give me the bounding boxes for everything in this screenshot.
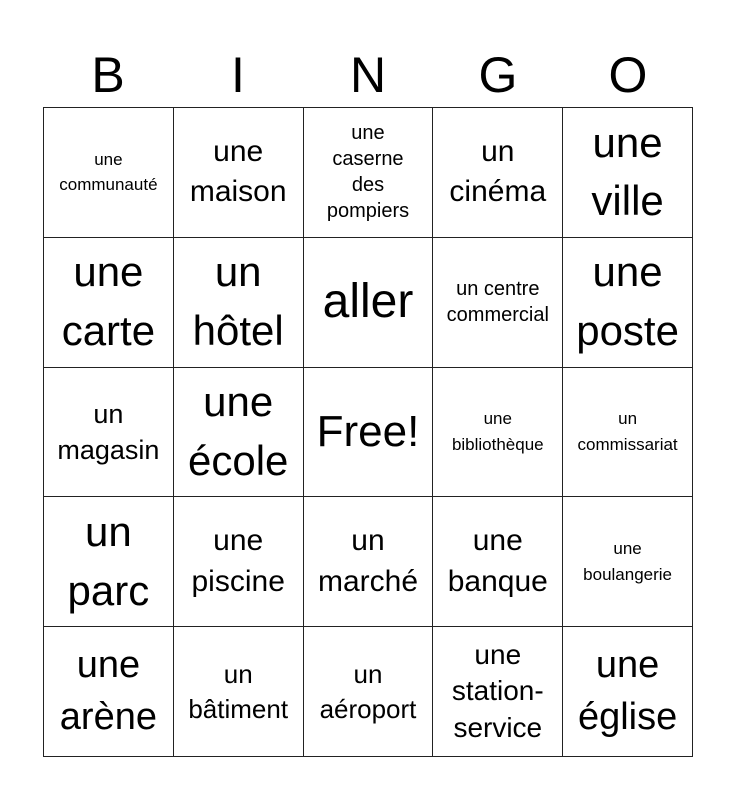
bingo-header bbox=[43, 44, 693, 106]
bingo-cell: un hôtel bbox=[174, 238, 304, 368]
header-letter-b: B bbox=[91, 47, 125, 103]
bingo-cell: un parc bbox=[44, 497, 174, 627]
bingo-cell: un commissariat bbox=[563, 368, 693, 498]
bingo-cell: une église bbox=[563, 627, 693, 757]
bingo-cell: une banque bbox=[433, 497, 563, 627]
header-letter-n: N bbox=[349, 47, 387, 103]
bingo-cell: un marché bbox=[304, 497, 434, 627]
bingo-cell: une école bbox=[174, 368, 304, 498]
header-letter-g: G bbox=[478, 47, 518, 103]
bingo-cell: un bâtiment bbox=[174, 627, 304, 757]
bingo-cell: une poste bbox=[563, 238, 693, 368]
free-space: Free! bbox=[304, 368, 434, 498]
bingo-cell: une ville bbox=[563, 108, 693, 238]
bingo-cell: une boulangerie bbox=[563, 497, 693, 627]
bingo-cell: une communauté bbox=[44, 108, 174, 238]
bingo-cell: un magasin bbox=[44, 368, 174, 498]
bingo-cell: une carte bbox=[44, 238, 174, 368]
header-letter-o: O bbox=[608, 47, 648, 103]
bingo-cell: une arène bbox=[44, 627, 174, 757]
bingo-cell: un aéroport bbox=[304, 627, 434, 757]
bingo-cell: une piscine bbox=[174, 497, 304, 627]
bingo-cell: une bibliothèque bbox=[433, 368, 563, 498]
bingo-cell: une caserne des pompiers bbox=[304, 108, 434, 238]
header-letter-i: I bbox=[231, 47, 245, 103]
bingo-cell: aller bbox=[304, 238, 434, 368]
bingo-cell: un cinéma bbox=[433, 108, 563, 238]
bingo-grid bbox=[43, 107, 693, 757]
bingo-cell: une maison bbox=[174, 108, 304, 238]
bingo-cell: une station- service bbox=[433, 627, 563, 757]
bingo-cell: un centre commercial bbox=[433, 238, 563, 368]
